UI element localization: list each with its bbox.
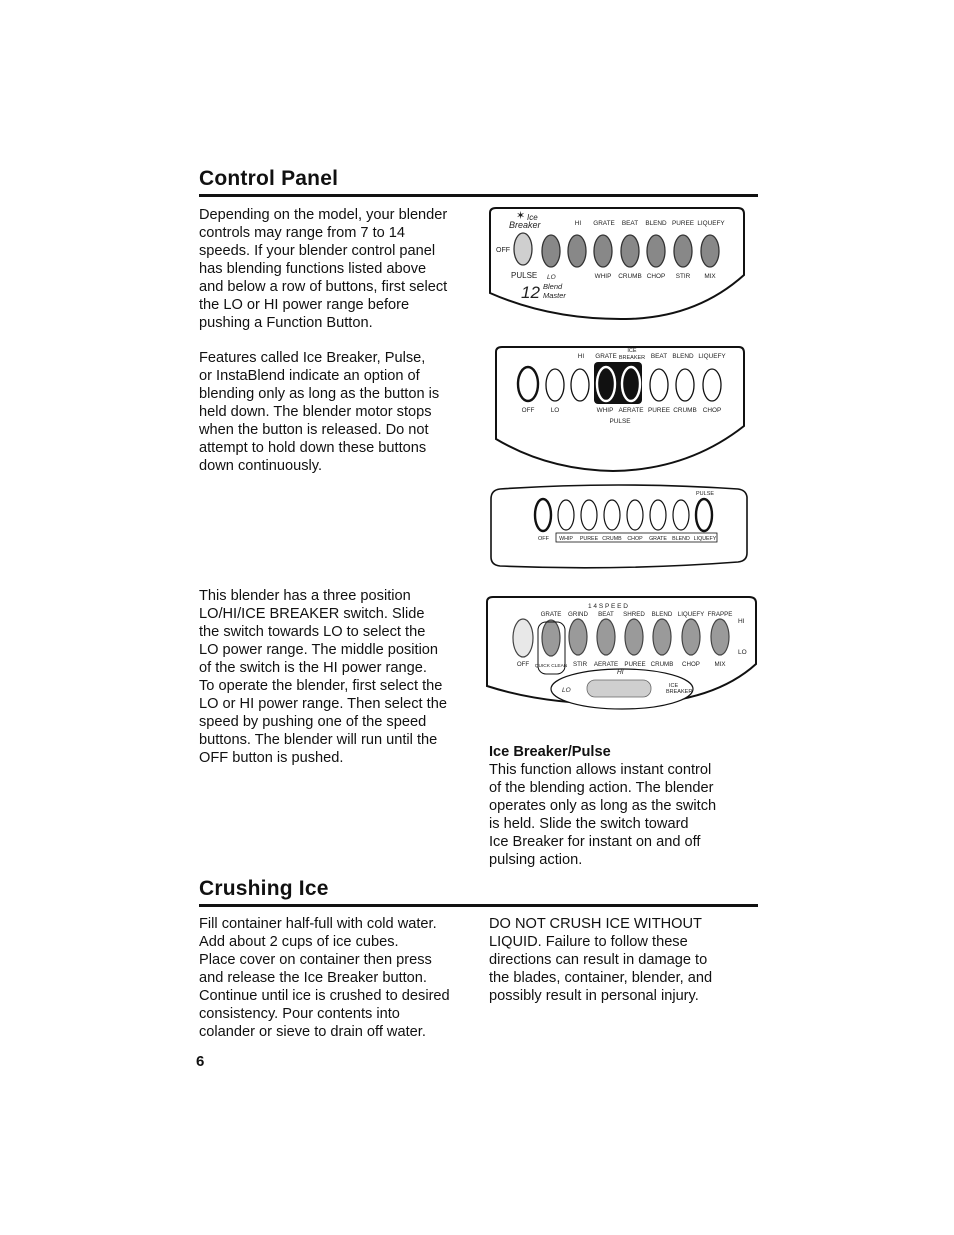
label-beat: BEAT: [598, 611, 614, 618]
switch-paragraph: This blender has a three position LO/HI/ICE BREAKER switch. Slide the switch towards LO to select the LO power range. The middle position of the switch is the HI power range. To operate the blender, first select the LO or HI power range. Then select the speed by pushing one of the speed buttons. The blender will run until the OFF button is pushed.: [199, 588, 447, 766]
label-pulse: PULSE: [511, 271, 538, 280]
intro-paragraph: Depending on the model, your blender controls may range from 7 to 14 speeds. If your blender control panel has blending functions listed above and below a row of buttons, first select the LO or HI power range before pushing a Function Button.: [199, 207, 448, 331]
whip-button[interactable]: [558, 500, 574, 530]
button-7[interactable]: [701, 235, 719, 267]
speed-banner: 1 4 S P E E D: [588, 603, 628, 610]
label-puree: PUREE: [671, 220, 695, 227]
label-lo: LO: [547, 274, 556, 281]
off-button[interactable]: [513, 619, 533, 657]
label-grate: GRATE: [649, 536, 667, 542]
puree-button[interactable]: [581, 500, 597, 530]
section-rule: [199, 904, 758, 907]
label-crumb: CRUMB: [650, 661, 674, 668]
label-lo-side: LO: [738, 649, 747, 656]
button-4[interactable]: [621, 235, 639, 267]
label-liquefy: LIQUEFY: [693, 536, 717, 542]
label-off: OFF: [538, 536, 549, 542]
label-lo: LO: [550, 407, 560, 414]
off-button[interactable]: [518, 367, 538, 401]
mix-button[interactable]: [711, 619, 729, 655]
whip-button[interactable]: [597, 367, 615, 401]
label-hi-side: HI: [738, 618, 745, 625]
label-blend: BLEND: [651, 611, 673, 618]
label-puree: PUREE: [579, 536, 599, 542]
off-button[interactable]: [514, 233, 532, 265]
label-mix: MIX: [704, 273, 716, 280]
pulse-features-paragraph: Features called Ice Breaker, Pulse, or InstaBlend indicate an option of blending only as long as the button is held down. The blender motor stops when the button is released. Do not attempt to hold down these buttons down continuously.: [199, 350, 440, 474]
label-beat: BEAT: [650, 353, 668, 360]
button-5[interactable]: [647, 235, 665, 267]
button-2[interactable]: [568, 235, 586, 267]
label-beat: BEAT: [621, 220, 639, 227]
label-grate: GRATE: [595, 353, 617, 360]
switch-label-hi: HI: [617, 669, 624, 676]
label-puree: PUREE: [624, 661, 646, 668]
control-panel-illustration-2: [493, 344, 748, 476]
label-chop: CHOP: [646, 273, 666, 280]
puree-button[interactable]: [625, 619, 643, 655]
svg-text:Breaker: Breaker: [509, 220, 541, 230]
label-grate: GRATE: [593, 220, 615, 227]
hi-button[interactable]: [571, 369, 589, 401]
label-liquefy: LIQUEFY: [677, 611, 705, 618]
section-rule: [199, 194, 758, 197]
label-blend: BLEND: [645, 220, 667, 227]
label-quick-clean: QUICK CLEAN: [534, 664, 568, 669]
label-liquefy: LIQUEFY: [698, 353, 726, 360]
ice-breaker-heading: Ice Breaker/Pulse: [489, 744, 611, 760]
aerate-button[interactable]: [622, 367, 640, 401]
section-title-control-panel: Control Panel: [199, 167, 339, 190]
label-off: OFF: [496, 247, 510, 254]
label-whip: WHIP: [594, 273, 612, 280]
label-crumb: CRUMB: [602, 536, 622, 542]
button-1[interactable]: [542, 235, 560, 267]
puree-button[interactable]: [650, 369, 668, 401]
chop-button[interactable]: [682, 619, 700, 655]
chop-button[interactable]: [703, 369, 721, 401]
label-off: OFF: [521, 407, 535, 414]
aerate-button[interactable]: [597, 619, 615, 655]
off-button[interactable]: [535, 499, 551, 531]
quick-clean-button[interactable]: [542, 620, 560, 656]
label-mix: MIX: [714, 661, 726, 668]
label-chop: CHOP: [682, 661, 700, 668]
stir-button[interactable]: [569, 619, 587, 655]
label-puree: PUREE: [647, 407, 671, 414]
label-frappe: FRAPPE: [707, 611, 733, 618]
label-grind: GRIND: [568, 611, 588, 618]
label-shred: SHRED: [623, 611, 645, 618]
label-off: OFF: [516, 661, 530, 668]
label-ice: ICE: [627, 348, 637, 354]
pulse-button[interactable]: [696, 499, 712, 531]
crushing-ice-instructions: Fill container half-full with cold water. Add about 2 cups of ice cubes. Place cover on container then press and release the Ice Breaker button. Continue until ice is crushed to desired consistency. Pour contents into colander or sieve to drain off water.: [199, 916, 450, 1040]
page-number: 6: [196, 1053, 205, 1070]
label-whip: WHIP: [559, 536, 573, 542]
label-hi: HI: [577, 353, 585, 360]
label-breaker: BREAKER: [618, 355, 646, 361]
label-crumb: CRUMB: [673, 407, 697, 414]
label-pulse: PULSE: [609, 418, 631, 425]
label-blend: BLEND: [672, 536, 690, 542]
label-chop: CHOP: [702, 407, 722, 414]
label-pulse: PULSE: [696, 491, 715, 497]
crumb-button[interactable]: [653, 619, 671, 655]
crushing-ice-warning: DO NOT CRUSH ICE WITHOUT LIQUID. Failure to follow these directions can result in damage to the blades, container, blender, and possibly result in personal injury.: [489, 916, 713, 1004]
ice-breaker-text: This function allows instant control of the blending action. The blender operates only as long as the switch is held. Slide the switch toward Ice Breaker for instant on and off pulsing action.: [489, 762, 717, 868]
crumb-button[interactable]: [676, 369, 694, 401]
model-number: 12: [521, 283, 540, 302]
label-aerate: AERATE: [618, 407, 644, 414]
control-panel-illustration-4: [484, 594, 759, 716]
label-whip: WHIP: [596, 407, 614, 414]
grate-button[interactable]: [650, 500, 666, 530]
label-chop: CHOP: [627, 536, 643, 542]
star-icon: ✶: [516, 210, 526, 222]
power-switch[interactable]: [551, 669, 693, 709]
model-name-2: Master: [543, 291, 566, 300]
button-6[interactable]: [674, 235, 692, 267]
switch-label-breaker: BREAKER: [666, 689, 693, 695]
lo-button[interactable]: [546, 369, 564, 401]
button-3[interactable]: [594, 235, 612, 267]
label-stir: STIR: [572, 661, 588, 668]
control-panel-illustration-3: [488, 485, 750, 571]
switch-label-lo: LO: [562, 687, 571, 694]
label-hi: HI: [574, 220, 582, 227]
model-name-1: Blend: [543, 282, 563, 291]
label-liquefy: LIQUEFY: [697, 220, 725, 227]
label-grate: GRATE: [540, 611, 562, 618]
blend-button[interactable]: [673, 500, 689, 530]
label-crumb: CRUMB: [618, 273, 642, 280]
label-blend: BLEND: [672, 353, 694, 360]
svg-text:Ice: Ice: [527, 213, 538, 222]
crumb-button[interactable]: [604, 500, 620, 530]
section-title-crushing-ice: Crushing Ice: [199, 877, 329, 900]
switch-label-ice: ICE: [669, 683, 679, 689]
switch-slider[interactable]: [587, 680, 651, 697]
control-panel-illustration-1: [486, 205, 748, 323]
label-aerate: AERATE: [593, 661, 619, 668]
ice-breaker-note: [489, 725, 749, 887]
chop-button[interactable]: [627, 500, 643, 530]
label-stir: STIR: [675, 273, 691, 280]
